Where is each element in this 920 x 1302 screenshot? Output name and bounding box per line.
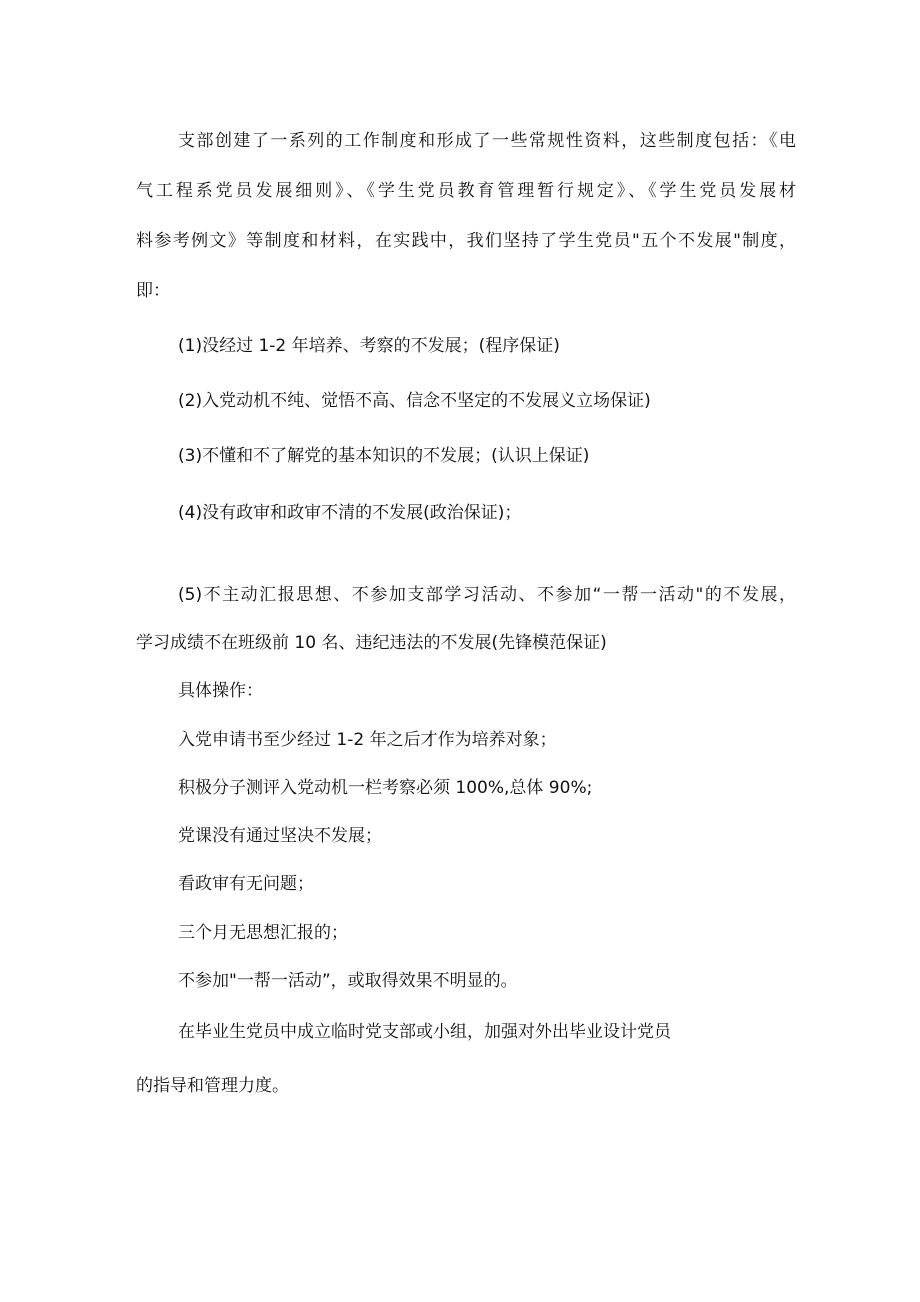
intro-line-1: 支部创建了一系列的工作制度和形成了一些常规性资料，这些制度包括：《电 (178, 131, 796, 151)
operation-item: 看政审有无问题； (178, 874, 314, 894)
operation-item: 党课没有通过坚决不发展； (178, 826, 382, 846)
rule5-line-2: 学习成绩不在班级前 10 名、违纪违法的不发展(先锋模范保证) (136, 633, 607, 653)
rule-item: (3)不懂和不了解党的基本知识的不发展；(认识上保证) (178, 446, 590, 466)
operation-item: 不参加"一帮一活动”，或取得效果不明显的。 (178, 971, 518, 991)
intro-line-3: 料参考例文》等制度和材料，在实践中，我们坚持了学生党员"五个不发展"制度， (136, 231, 796, 251)
rule5-line-1: (5)不主动汇报思想、不参加支部学习活动、不参加“一帮一活动"的不发展， (178, 585, 796, 605)
rule-item: (4)没有政审和政审不清的不发展(政治保证)； (178, 503, 522, 523)
closing-line-2: 的指导和管理力度。 (136, 1076, 289, 1096)
operation-item: 三个月无思想汇报的； (178, 923, 348, 943)
intro-line-4: 即： (136, 281, 170, 301)
intro-line-2: 气工程系党员发展细则》、《学生党员教育管理暂行规定》、《学生党员发展材 (136, 181, 796, 201)
operations-heading: 具体操作： (178, 681, 263, 701)
rule-item: (1)没经过 1-2 年培养、考察的不发展；(程序保证) (178, 336, 560, 356)
rule-item: (2)入党动机不纯、觉悟不高、信念不坚定的不发展义立场保证) (178, 391, 651, 411)
operation-item: 入党申请书至少经过 1-2 年之后才作为培养对象； (178, 730, 557, 750)
operation-item: 积极分子测评入党动机一栏考察必须 100%,总体 90%; (178, 778, 593, 798)
closing-line-1: 在毕业生党员中成立临时党支部或小组，加强对外出毕业设计党员 (178, 1022, 671, 1042)
